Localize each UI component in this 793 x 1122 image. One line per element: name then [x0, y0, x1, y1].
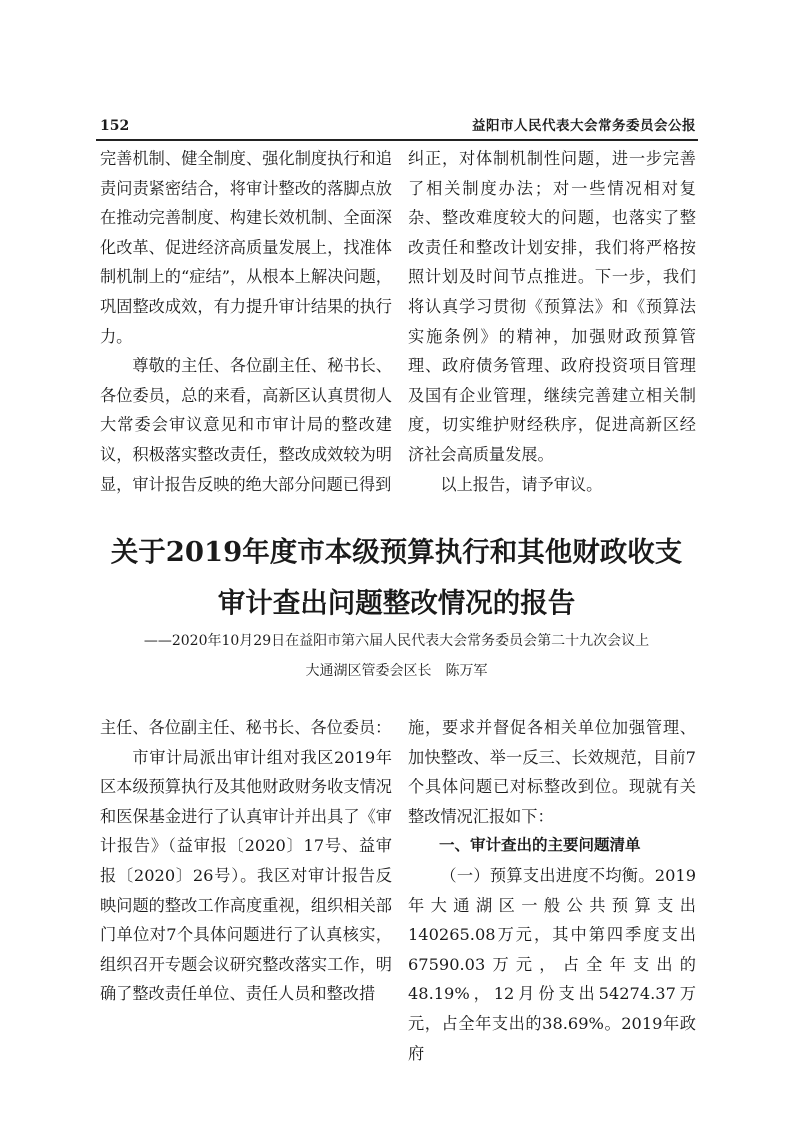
item-label: （一）预算支出进度不均衡。 — [440, 865, 655, 885]
previous-article-left-column — [100, 144, 392, 499]
article-title-line-1: 关于2019年度市本级预算执行和其他财政收支 — [110, 536, 683, 568]
paragraph: 完善机制、健全制度、强化制度执行和追责问责紧密结合，将审计整改的落脚点放在推动完善制度、构建长效机制、全面深化改革、促进经济高质量发展上，找准体制机制上的“症结”，从根本上解决问题，巩固整改成效，有力提升审计结果的执行力。 — [100, 149, 392, 346]
article-left-column — [100, 713, 392, 1009]
section-heading: 一、审计查出的主要问题清单 — [439, 836, 641, 855]
item-text: 2019年大通湖区一般公共预算支出140265.08万元，其中第四季度支出67590.03万元，占全年支出的48.19%，12月份支出54274.37万元，占全年支出的38.69%。2019年政府 — [408, 865, 696, 1063]
article-speaker: 大通湖区管委会区长 陈万军 — [305, 663, 488, 679]
page-number: 152 — [100, 118, 130, 134]
salutation: 主任、各位副主任、秘书长、各位委员： — [100, 718, 392, 737]
article-title-line-2: 审计查出问题整改情况的报告 — [217, 587, 576, 619]
running-header — [100, 116, 696, 136]
paragraph: 尊敬的主任、各位副主任、秘书长、各位委员，总的来看，高新区认真贯彻人大常委会审议意见和市审计局的整改建议，积极落实整改责任，整改成效较为明显，审计报告反映的绝大部分问题已得到 — [100, 356, 392, 494]
paragraph: 施，要求并督促各相关单位加强管理、加快整改、举一反三、长效规范，目前7个具体问题已对标整改到位。现就有关整改情况汇报如下： — [408, 718, 696, 826]
journal-title: 益阳市人民代表大会常务委员会公报 — [472, 118, 696, 134]
header-rule — [96, 139, 698, 141]
paragraph — [408, 861, 696, 1068]
closing-line: 以上报告，请予审议。 — [440, 474, 603, 494]
paragraph: 纠正，对体制机制性问题，进一步完善了相关制度办法；对一些情况相对复杂、整改难度较大的问题，也落实了整改责任和整改计划安排，我们将严格按照计划及时间节点推进。下一步，我们将认真学习贯彻《预算法》和《预算法实施条例》的精神，加强财政预算管理、政府债务管理、政府投资项目管理及国有企业管理，继续完善建立相关制度，切实维护财经秩序，促进高新区经济社会高质量发展。 — [408, 149, 696, 464]
paragraph: 市审计局派出审计组对我区2019年区本级预算执行及其他财政财务收支情况和医保基金进行了认真审计并出具了《审计报告》（益审报〔2020〕17号、益审报〔2020〕26号）。我区对审计报告反映问题的整改工作高度重视，组织相关部门单位对7个具体问题进行了认真核实，组织召开专题会议研究整改落实工作，明确了整改责任单位、责任人员和整改措 — [100, 747, 392, 1004]
previous-article-right-column — [408, 144, 696, 499]
article-subtitle: ——2020年10月29日在益阳市第六届人民代表大会常务委员会第二十九次会议上 — [143, 633, 650, 649]
article-right-column — [408, 713, 696, 1068]
